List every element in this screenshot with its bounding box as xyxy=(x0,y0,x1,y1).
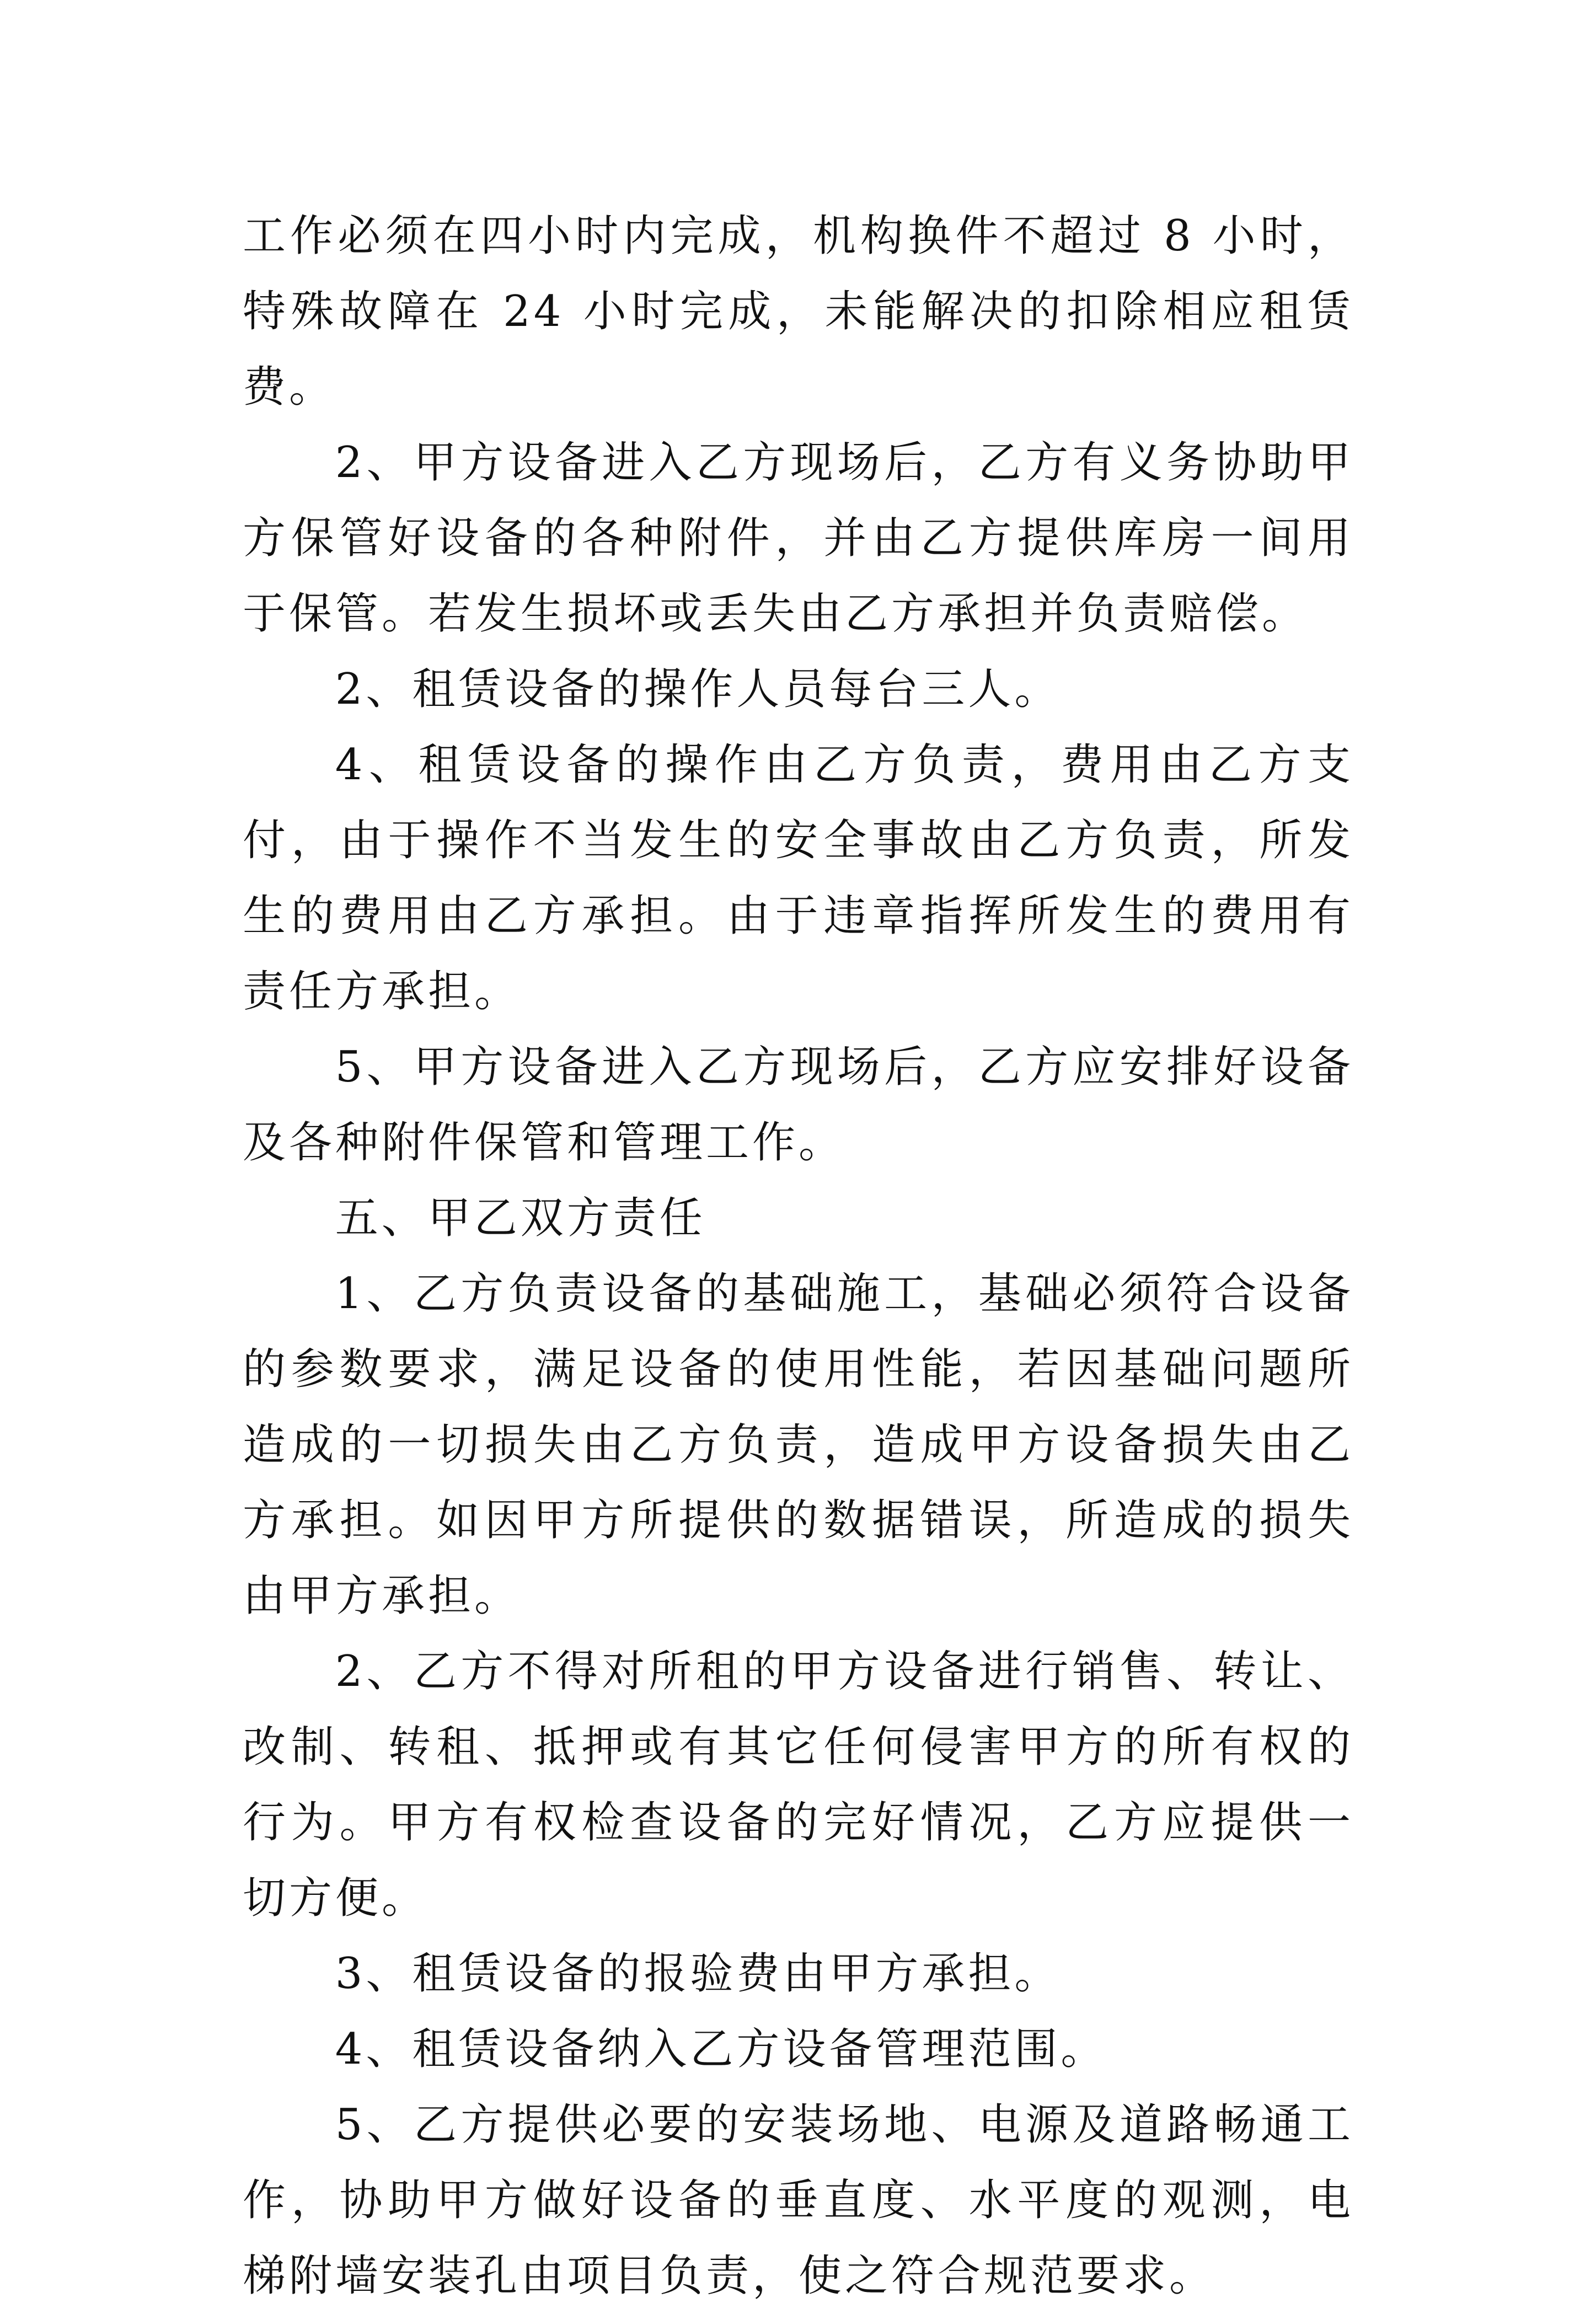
paragraph-2: 2、甲方设备进入乙方现场后，乙方有义务协助甲方保管好设备的各种附件，并由乙方提供库房一间用于保管。若发生损坏或丢失由乙方承担并负责赔偿。 xyxy=(243,438,1354,639)
paragraph-4: 4、租赁设备的操作由乙方负责，费用由乙方支付，由于操作不当发生的安全事故由乙方负责，所发生的费用由乙方承担。由于违章指挥所发生的费用有责任方承担。 xyxy=(243,740,1354,1016)
paragraph-9: 3、租赁设备的报验费由甲方承担。 xyxy=(335,1949,1061,1999)
paragraph-11: 5、乙方提供必要的安装场地、电源及道路畅通工作，协助甲方做好设备的垂直度、水平度的观测，电梯附墙安装孔由项目负责，使之符合规范要求。 xyxy=(243,2100,1354,2301)
document-body xyxy=(243,199,1354,2314)
paragraph-1: 工作必须在四小时内完成，机构换件不超过 8 小时，特殊故障在 24 小时完成，未能解决的扣除相应租赁费。 xyxy=(243,211,1354,412)
paragraph-8: 2、乙方不得对所租的甲方设备进行销售、转让、改制、转租、抵押或有其它任何侵害甲方的所有权的行为。甲方有权检查设备的完好情况，乙方应提供一切方便。 xyxy=(243,1647,1354,1923)
paragraph-7: 1、乙方负责设备的基础施工，基础必须符合设备的参数要求，满足设备的使用性能，若因基础问题所造成的一切损失由乙方负责，造成甲方设备损失由乙方承担。如因甲方所提供的数据错误，所造成的损失由甲方承担。 xyxy=(243,1269,1354,1621)
paragraph-3: 2、租赁设备的操作人员每台三人。 xyxy=(335,665,1061,714)
section-heading: 五、甲乙双方责任 xyxy=(335,1193,706,1243)
paragraph-10: 4、租赁设备纳入乙方设备管理范围。 xyxy=(335,2024,1107,2074)
paragraph-5: 5、甲方设备进入乙方现场后，乙方应安排好设备及各种附件保管和管理工作。 xyxy=(243,1042,1354,1167)
